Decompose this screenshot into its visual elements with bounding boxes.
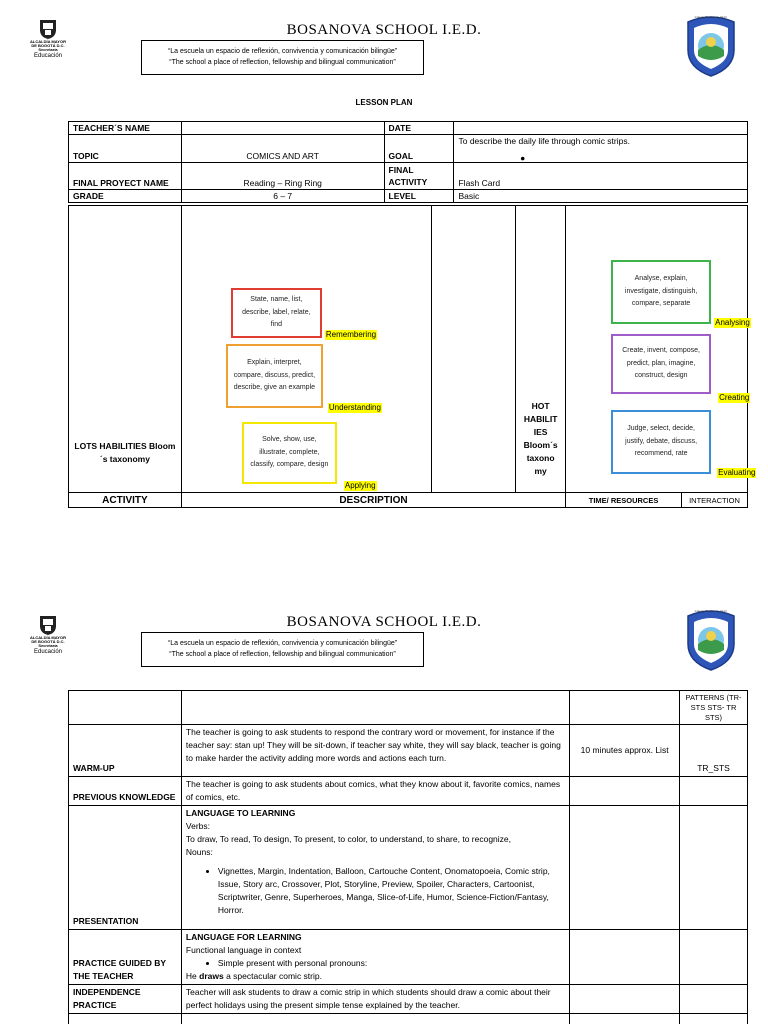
analysing-box: Analyse, explain, investigate, distinguish, compare, separate: [611, 260, 711, 324]
seal-text-educacion: Educación: [33, 649, 63, 655]
motto-line-2: “The school a place of reflection, fellowship and bilingual communication”: [169, 59, 396, 66]
interaction-header: INTERACTION: [681, 493, 747, 508]
presentation-heading: LANGUAGE TO LEARNING: [185, 808, 296, 818]
crest-label: Colegio Bosanova I.E.D.: [694, 609, 728, 613]
blank-cell: [570, 1014, 680, 1024]
motto-box: [141, 40, 424, 75]
guided-desc: [181, 930, 569, 985]
blank-cell: [680, 985, 748, 1014]
activities-table: [68, 690, 748, 1024]
presentation-label: PRESENTATION: [69, 806, 182, 930]
topic-row: [69, 135, 748, 163]
activity-header: ACTIVITY: [69, 493, 182, 508]
warmup-row: [69, 725, 748, 777]
school-name-2: BOSANOVA SCHOOL I.E.D.: [286, 614, 482, 630]
guided-example-post: a spectacular comic strip.: [223, 971, 322, 981]
empty-row: [69, 1014, 748, 1024]
grade-label: GRADE: [69, 190, 182, 203]
nouns-label: Nouns:: [185, 847, 213, 857]
analysing-label: Analysing: [715, 318, 750, 327]
blank-cell: [181, 1014, 569, 1024]
final-project-value: Reading – Ring Ring: [181, 163, 384, 190]
guided-example-verb: draws: [199, 971, 224, 981]
bloom-row: [69, 206, 748, 493]
grade-row: [69, 190, 748, 203]
blank-cell: [432, 206, 516, 493]
seal-text-secretaria: Secretaría: [38, 643, 58, 648]
level-label: LEVEL: [384, 190, 454, 203]
blank-cell: [680, 777, 748, 806]
verbs-list: To draw, To read, To design, To present, to color, to understand, to share, to recognize,: [185, 834, 511, 844]
lots-diagram: [181, 206, 431, 493]
blank-cell: [69, 691, 182, 725]
guided-row: [69, 930, 748, 985]
motto-line-1: “La escuela un espacio de reflexión, convivencia y comunicación bilingüe”: [167, 48, 398, 55]
previous-row: [69, 777, 748, 806]
blank-cell: [680, 806, 748, 930]
blank-cell: [680, 1014, 748, 1024]
final-project-row: [69, 163, 748, 190]
grade-value: 6 – 7: [181, 190, 384, 203]
hot-bullet-icon: ●: [520, 153, 526, 163]
motto-line-1: “La escuela un espacio de reflexión, convivencia y comunicación bilingüe”: [167, 640, 398, 647]
remembering-box: State, name, list, describe, label, relate, find: [231, 288, 322, 338]
independence-desc: Teacher will ask students to draw a comic strip in which students should draw a comic about their perfect holidays using the present simple tense explained by the teacher.: [181, 985, 569, 1014]
school-name: BOSANOVA SCHOOL I.E.D.: [286, 22, 482, 38]
page-gap: [0, 560, 768, 596]
blank-cell: [570, 985, 680, 1014]
presentation-row: [69, 806, 748, 930]
nouns-bullet-list: [218, 865, 565, 917]
seal-text-educacion: Educación: [33, 53, 63, 59]
seal-text-secretaria: Secretaría: [38, 47, 58, 52]
blank-cell: [680, 930, 748, 985]
topic-value: COMICS AND ART: [181, 135, 384, 163]
blank-cell: [181, 691, 569, 725]
blank-cell: [570, 691, 680, 725]
activity-header-row: [69, 493, 748, 508]
date-value: [454, 122, 748, 135]
teacher-value: [181, 122, 384, 135]
patterns-header: PATTERNS (TR- STS STS- TR STS): [680, 691, 748, 725]
verbs-label: Verbs:: [185, 821, 211, 831]
school-crest-icon: [684, 12, 738, 78]
motto-box-2: [141, 632, 424, 667]
warmup-time: 10 minutes approx. List: [570, 725, 680, 777]
understanding-label: Understanding: [328, 403, 381, 412]
teacher-label: TEACHER´S NAME: [69, 122, 182, 135]
guided-heading: LANGUAGE FOR LEARNING: [185, 932, 302, 942]
lesson-plan-title: LESSON PLAN: [355, 98, 413, 107]
previous-desc: The teacher is going to ask students about comics, what they know about it, favorite comics, names of comics, etc.: [181, 777, 569, 806]
blank-cell: [570, 777, 680, 806]
warmup-interaction: TR_STS: [680, 725, 748, 777]
final-project-label: FINAL PROYECT NAME: [69, 163, 182, 190]
blank-cell: [69, 1014, 182, 1024]
applying-box: Solve, show, use, illustrate, complete, classify, compare, design: [242, 422, 337, 484]
independence-label: INDEPENDENCE PRACTICE: [69, 985, 182, 1014]
lesson-info-table: [68, 121, 748, 203]
remembering-label: Remembering: [325, 330, 377, 339]
guided-line: Functional language in context: [185, 945, 302, 955]
previous-label: PREVIOUS KNOWLEDGE: [69, 777, 182, 806]
guided-bullet-list: [218, 957, 565, 970]
time-header: TIME/ RESOURCES: [566, 493, 682, 508]
final-activity-label: FINAL ACTIVITY: [384, 163, 454, 190]
blank-cell: [570, 806, 680, 930]
presentation-desc: [181, 806, 569, 930]
final-activity-value: Flash Card: [454, 163, 748, 190]
hots-diagram: [566, 206, 756, 493]
teacher-row: [69, 122, 748, 135]
understanding-box: Explain, interpret, compare, discuss, predict, describe, give an example: [226, 344, 323, 408]
creating-label: Creating: [719, 393, 750, 402]
guided-example-pre: He: [185, 971, 200, 981]
level-value: Basic: [454, 190, 748, 203]
patterns-row: [69, 691, 748, 725]
creating-box: Create, invent, compose, predict, plan, imagine, construct, design: [611, 334, 711, 394]
crest-label: Colegio Bosanova I.E.D.: [694, 15, 728, 19]
hot-cell: [516, 153, 566, 493]
guided-label: PRACTICE GUIDED BY THE TEACHER: [69, 930, 182, 985]
lesson-plan-page-2: [0, 596, 768, 1024]
goal-value: To describe the daily life through comic strips.: [454, 135, 748, 163]
lots-label: LOTS HABILITIES Bloom´s taxonomy: [69, 206, 182, 493]
school-crest-icon: [684, 606, 738, 672]
seal-text: ALCALDÍA MAYOR DE BOGOTÁ D.C.: [30, 39, 66, 48]
independence-row: [69, 985, 748, 1014]
evaluating-box: Judge, select, decide, justify, debate, discuss, recommend, rate: [611, 410, 711, 474]
motto-line-2: “The school a place of reflection, fellowship and bilingual communication”: [169, 651, 396, 658]
blank-cell: [570, 930, 680, 985]
date-label: DATE: [384, 122, 454, 135]
applying-label: Applying: [344, 481, 376, 490]
topic-label: TOPIC: [69, 135, 182, 163]
guided-bullet: • Simple present with personal pronouns:: [218, 957, 565, 970]
seal-text: ALCALDÍA MAYOR DE BOGOTÁ D.C.: [30, 635, 66, 644]
evaluating-label: Evaluating: [718, 468, 756, 477]
warmup-label: WARM-UP: [69, 725, 182, 777]
warmup-desc: The teacher is going to ask students to respond the contrary word or movement, for instance if the teacher say: stan up! They will be sit-down, if teacher say white, they will say black, teacher is going to make harder the activity adding more words and actions each turn.: [181, 725, 569, 777]
goal-label: GOAL: [384, 135, 454, 163]
hot-label: HOT HABILIT IES Bloom´s taxono my: [523, 401, 558, 476]
guided-example: [186, 970, 565, 983]
nouns-list: • Vignettes, Margin, Indentation, Balloon, Cartouche Content, Onomatopoeia, Comic strip, Issue, Story arc, Crossover, Plot, Storyline, Preview, Spoiler, Characters, Cartoonist, Scriptwriter, Genre, Superheroes, Manga, Slice-of-Life, Humor, Science-Fiction/Fantasy, Horror.: [218, 865, 565, 917]
description-header: DESCRIPTION: [181, 493, 565, 508]
